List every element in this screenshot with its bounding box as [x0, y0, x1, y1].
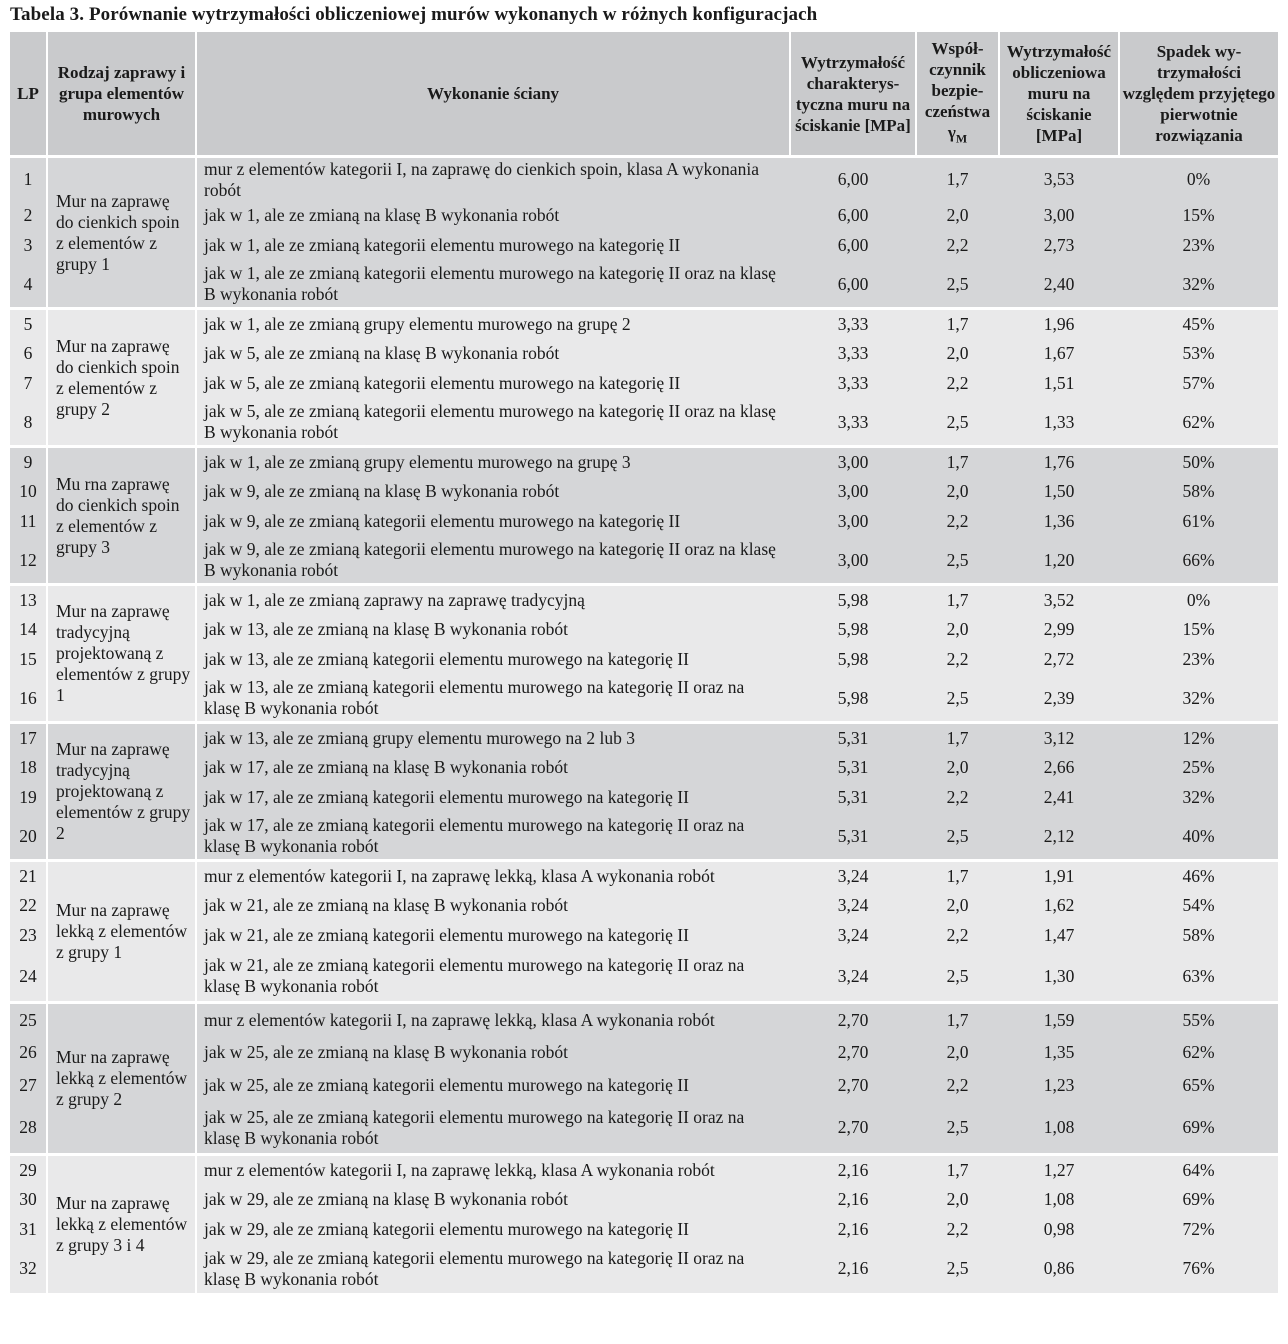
cell-group-label: Mur na zaprawę tradycyjną projektowaną z elementów z grupy 1: [47, 585, 196, 723]
cell-lp: 20: [10, 813, 47, 861]
cell-characteristic-strength: 2,16: [790, 1185, 916, 1215]
cell-description: jak w 29, ale ze zmianą kategorii elementu murowego na kategorię II: [196, 1215, 790, 1245]
cell-design-strength: 1,47: [999, 921, 1119, 951]
cell-lp: 23: [10, 921, 47, 951]
cell-lp: 27: [10, 1069, 47, 1102]
table-caption: Tabela 3. Porównanie wytrzymałości obliczeniowej murów wykonanych w różnych konfiguracjach: [10, 4, 818, 25]
cell-design-strength: 2,39: [999, 675, 1119, 723]
row-group: [10, 1155, 1278, 1293]
cell-strength-drop: 32%: [1119, 783, 1278, 813]
cell-characteristic-strength: 3,00: [790, 507, 916, 537]
cell-design-strength: 3,00: [999, 201, 1119, 231]
cell-description: jak w 1, ale ze zmianą kategorii elementu murowego na kategorię II oraz na klasę B wykonania robót: [196, 261, 790, 309]
cell-design-strength: 1,35: [999, 1036, 1119, 1069]
cell-strength-drop: 63%: [1119, 951, 1278, 1003]
cell-design-strength: 1,08: [999, 1185, 1119, 1215]
cell-safety-factor: 1,7: [916, 157, 999, 201]
cell-characteristic-strength: 5,98: [790, 645, 916, 675]
table-row: [10, 1102, 1278, 1155]
cell-strength-drop: 0%: [1119, 157, 1278, 201]
table-row: [10, 951, 1278, 1003]
cell-description: jak w 17, ale ze zmianą kategorii elementu murowego na kategorię II oraz na klasę B wykonania robót: [196, 813, 790, 861]
cell-lp: 22: [10, 891, 47, 921]
cell-description: jak w 25, ale ze zmianą kategorii elementu murowego na kategorię II: [196, 1069, 790, 1102]
header-safety-factor-text: Współczynnik bezpieczeństwa γ: [924, 39, 991, 142]
cell-design-strength: 2,12: [999, 813, 1119, 861]
header-row: [10, 32, 1278, 157]
cell-description: jak w 25, ale ze zmianą na klasę B wykonania robót: [196, 1036, 790, 1069]
cell-strength-drop: 69%: [1119, 1102, 1278, 1155]
cell-description: jak w 1, ale ze zmianą grupy elementu murowego na grupę 2: [196, 309, 790, 339]
cell-description: jak w 21, ale ze zmianą na klasę B wykonania robót: [196, 891, 790, 921]
cell-lp: 24: [10, 951, 47, 1003]
cell-strength-drop: 15%: [1119, 201, 1278, 231]
header-safety-factor: [916, 32, 999, 157]
cell-strength-drop: 58%: [1119, 921, 1278, 951]
cell-description: jak w 13, ale ze zmianą grupy elementu murowego na 2 lub 3: [196, 723, 790, 753]
table-row: [10, 1003, 1278, 1036]
cell-strength-drop: 23%: [1119, 645, 1278, 675]
cell-characteristic-strength: 6,00: [790, 231, 916, 261]
cell-design-strength: 3,52: [999, 585, 1119, 615]
row-group: [10, 723, 1278, 861]
cell-lp: 1: [10, 157, 47, 201]
cell-strength-drop: 65%: [1119, 1069, 1278, 1102]
cell-description: jak w 9, ale ze zmianą kategorii elementu murowego na kategorię II: [196, 507, 790, 537]
cell-design-strength: 1,91: [999, 861, 1119, 891]
cell-strength-drop: 69%: [1119, 1185, 1278, 1215]
cell-lp: 5: [10, 309, 47, 339]
cell-description: jak w 17, ale ze zmianą kategorii elementu murowego na kategorię II: [196, 783, 790, 813]
cell-lp: 28: [10, 1102, 47, 1155]
cell-description: jak w 9, ale ze zmianą na klasę B wykonania robót: [196, 477, 790, 507]
cell-lp: 2: [10, 201, 47, 231]
cell-lp: 21: [10, 861, 47, 891]
table-row: [10, 1245, 1278, 1293]
cell-characteristic-strength: 3,33: [790, 369, 916, 399]
table-row: [10, 447, 1278, 477]
row-group: [10, 861, 1278, 1003]
cell-description: jak w 13, ale ze zmianą na klasę B wykonania robót: [196, 615, 790, 645]
cell-strength-drop: 12%: [1119, 723, 1278, 753]
cell-safety-factor: 1,7: [916, 723, 999, 753]
table-row: [10, 399, 1278, 447]
cell-strength-drop: 62%: [1119, 399, 1278, 447]
cell-lp: 4: [10, 261, 47, 309]
cell-strength-drop: 55%: [1119, 1003, 1278, 1036]
table-row: [10, 753, 1278, 783]
cell-strength-drop: 45%: [1119, 309, 1278, 339]
cell-safety-factor: 2,5: [916, 1245, 999, 1293]
cell-characteristic-strength: 3,00: [790, 537, 916, 585]
cell-strength-drop: 23%: [1119, 231, 1278, 261]
cell-lp: 12: [10, 537, 47, 585]
cell-design-strength: 1,08: [999, 1102, 1119, 1155]
cell-characteristic-strength: 3,24: [790, 861, 916, 891]
cell-characteristic-strength: 3,33: [790, 399, 916, 447]
cell-design-strength: 2,41: [999, 783, 1119, 813]
cell-group-label: Mur na zaprawę lekką z elementów z grupy 1: [47, 861, 196, 1003]
cell-characteristic-strength: 2,70: [790, 1003, 916, 1036]
cell-lp: 7: [10, 369, 47, 399]
cell-lp: 9: [10, 447, 47, 477]
cell-characteristic-strength: 2,70: [790, 1069, 916, 1102]
row-group: [10, 447, 1278, 585]
cell-strength-drop: 53%: [1119, 339, 1278, 369]
cell-characteristic-strength: 3,33: [790, 309, 916, 339]
cell-description: jak w 1, ale ze zmianą grupy elementu murowego na grupę 3: [196, 447, 790, 477]
row-group: [10, 157, 1278, 309]
cell-characteristic-strength: 2,70: [790, 1036, 916, 1069]
cell-strength-drop: 54%: [1119, 891, 1278, 921]
table-row: [10, 537, 1278, 585]
cell-safety-factor: 2,0: [916, 891, 999, 921]
cell-lp: 10: [10, 477, 47, 507]
cell-group-label: Mur na zaprawę tradycyjną projektowaną z elementów z grupy 2: [47, 723, 196, 861]
table-row: [10, 157, 1278, 201]
cell-safety-factor: 2,2: [916, 1215, 999, 1245]
cell-lp: 19: [10, 783, 47, 813]
cell-group-label: Mu rna zaprawę do cienkich spoin z elementów z grupy 3: [47, 447, 196, 585]
cell-lp: 31: [10, 1215, 47, 1245]
header-group: Rodzaj zaprawy i grupa elementów murowych: [47, 32, 196, 157]
cell-lp: 11: [10, 507, 47, 537]
cell-description: jak w 5, ale ze zmianą kategorii elementu murowego na kategorię II oraz na klasę B wykonania robót: [196, 399, 790, 447]
cell-characteristic-strength: 2,16: [790, 1155, 916, 1185]
cell-description: jak w 25, ale ze zmianą kategorii elementu murowego na kategorię II oraz na klasę B wykonania robót: [196, 1102, 790, 1155]
cell-design-strength: 2,99: [999, 615, 1119, 645]
cell-characteristic-strength: 2,16: [790, 1245, 916, 1293]
cell-description: jak w 9, ale ze zmianą kategorii elementu murowego na kategorię II oraz na klasę B wykonania robót: [196, 537, 790, 585]
row-group: [10, 309, 1278, 447]
cell-strength-drop: 57%: [1119, 369, 1278, 399]
cell-safety-factor: 1,7: [916, 861, 999, 891]
cell-group-label: Mur na zaprawę lekką z elementów z grupy 3 i 4: [47, 1155, 196, 1293]
cell-description: jak w 29, ale ze zmianą na klasę B wykonania robót: [196, 1185, 790, 1215]
cell-safety-factor: 1,7: [916, 309, 999, 339]
cell-strength-drop: 58%: [1119, 477, 1278, 507]
cell-design-strength: 1,33: [999, 399, 1119, 447]
table-row: [10, 201, 1278, 231]
cell-description: mur z elementów kategorii I, na zaprawę lekką, klasa A wykonania robót: [196, 1155, 790, 1185]
cell-characteristic-strength: 6,00: [790, 201, 916, 231]
table-row: [10, 507, 1278, 537]
cell-lp: 6: [10, 339, 47, 369]
cell-characteristic-strength: 6,00: [790, 157, 916, 201]
cell-lp: 26: [10, 1036, 47, 1069]
cell-characteristic-strength: 6,00: [790, 261, 916, 309]
cell-strength-drop: 32%: [1119, 675, 1278, 723]
cell-description: jak w 13, ale ze zmianą kategorii elementu murowego na kategorię II oraz na klasę B wykonania robót: [196, 675, 790, 723]
cell-safety-factor: 2,2: [916, 369, 999, 399]
cell-safety-factor: 2,5: [916, 1102, 999, 1155]
table-row: [10, 723, 1278, 753]
cell-design-strength: 0,98: [999, 1215, 1119, 1245]
cell-design-strength: 3,12: [999, 723, 1119, 753]
cell-safety-factor: 1,7: [916, 447, 999, 477]
cell-design-strength: 0,86: [999, 1245, 1119, 1293]
header-design-strength: Wytrzymałość obliczeniowa muru na ściskanie [MPa]: [999, 32, 1119, 157]
comparison-table: [10, 32, 1278, 1293]
cell-strength-drop: 15%: [1119, 615, 1278, 645]
cell-lp: 8: [10, 399, 47, 447]
cell-design-strength: 2,72: [999, 645, 1119, 675]
cell-safety-factor: 2,2: [916, 1069, 999, 1102]
cell-group-label: Mur na zaprawę do cienkich spoin z elementów z grupy 1: [47, 157, 196, 309]
cell-strength-drop: 72%: [1119, 1215, 1278, 1245]
table-row: [10, 339, 1278, 369]
cell-strength-drop: 25%: [1119, 753, 1278, 783]
cell-design-strength: 1,50: [999, 477, 1119, 507]
table-row: [10, 1185, 1278, 1215]
cell-description: jak w 5, ale ze zmianą kategorii elementu murowego na kategorię II: [196, 369, 790, 399]
cell-safety-factor: 2,5: [916, 261, 999, 309]
cell-design-strength: 1,59: [999, 1003, 1119, 1036]
cell-description: jak w 1, ale ze zmianą kategorii elementu murowego na kategorię II: [196, 231, 790, 261]
cell-description: jak w 21, ale ze zmianą kategorii elementu murowego na kategorię II: [196, 921, 790, 951]
cell-characteristic-strength: 5,31: [790, 753, 916, 783]
cell-description: jak w 13, ale ze zmianą kategorii elementu murowego na kategorię II: [196, 645, 790, 675]
cell-design-strength: 1,51: [999, 369, 1119, 399]
cell-safety-factor: 1,7: [916, 585, 999, 615]
table-row: [10, 1215, 1278, 1245]
cell-design-strength: 1,76: [999, 447, 1119, 477]
cell-lp: 16: [10, 675, 47, 723]
table-row: [10, 783, 1278, 813]
cell-description: jak w 29, ale ze zmianą kategorii elementu murowego na kategorię II oraz na klasę B wykonania robót: [196, 1245, 790, 1293]
cell-characteristic-strength: 3,00: [790, 447, 916, 477]
table-row: [10, 891, 1278, 921]
cell-description: mur z elementów kategorii I, na zaprawę do cienkich spoin, klasa A wykonania robót: [196, 157, 790, 201]
cell-characteristic-strength: 3,33: [790, 339, 916, 369]
cell-lp: 29: [10, 1155, 47, 1185]
cell-design-strength: 1,96: [999, 309, 1119, 339]
cell-characteristic-strength: 3,00: [790, 477, 916, 507]
cell-characteristic-strength: 2,16: [790, 1215, 916, 1245]
cell-lp: 32: [10, 1245, 47, 1293]
cell-characteristic-strength: 5,98: [790, 675, 916, 723]
cell-design-strength: 1,30: [999, 951, 1119, 1003]
table-row: [10, 1069, 1278, 1102]
cell-lp: 14: [10, 615, 47, 645]
cell-description: jak w 1, ale ze zmianą zaprawy na zaprawę tradycyjną: [196, 585, 790, 615]
header-safety-factor-subscript: M: [955, 131, 968, 146]
cell-lp: 25: [10, 1003, 47, 1036]
cell-design-strength: 1,36: [999, 507, 1119, 537]
cell-design-strength: 1,67: [999, 339, 1119, 369]
header-characteristic-strength: Wytrzymałość charakterystyczna muru na ściskanie [MPa]: [790, 32, 916, 157]
cell-characteristic-strength: 5,98: [790, 585, 916, 615]
cell-safety-factor: 2,0: [916, 1185, 999, 1215]
table-row: [10, 645, 1278, 675]
cell-safety-factor: 2,0: [916, 477, 999, 507]
table-row: [10, 615, 1278, 645]
cell-safety-factor: 1,7: [916, 1003, 999, 1036]
cell-safety-factor: 2,5: [916, 951, 999, 1003]
cell-safety-factor: 2,0: [916, 753, 999, 783]
cell-safety-factor: 2,2: [916, 783, 999, 813]
table-row: [10, 477, 1278, 507]
cell-safety-factor: 2,0: [916, 615, 999, 645]
header-lp: LP: [10, 32, 47, 157]
cell-design-strength: 2,73: [999, 231, 1119, 261]
cell-characteristic-strength: 5,31: [790, 813, 916, 861]
cell-safety-factor: 2,5: [916, 537, 999, 585]
cell-safety-factor: 2,5: [916, 813, 999, 861]
cell-safety-factor: 2,5: [916, 675, 999, 723]
cell-strength-drop: 66%: [1119, 537, 1278, 585]
header-description: Wykonanie ściany: [196, 32, 790, 157]
cell-group-label: Mur na zaprawę do cienkich spoin z elementów z grupy 2: [47, 309, 196, 447]
cell-safety-factor: 2,2: [916, 507, 999, 537]
cell-strength-drop: 40%: [1119, 813, 1278, 861]
cell-characteristic-strength: 3,24: [790, 951, 916, 1003]
cell-characteristic-strength: 5,98: [790, 615, 916, 645]
cell-description: jak w 5, ale ze zmianą na klasę B wykonania robót: [196, 339, 790, 369]
cell-strength-drop: 50%: [1119, 447, 1278, 477]
cell-safety-factor: 2,0: [916, 1036, 999, 1069]
table-row: [10, 585, 1278, 615]
cell-characteristic-strength: 5,31: [790, 723, 916, 753]
cell-safety-factor: 2,2: [916, 921, 999, 951]
cell-lp: 17: [10, 723, 47, 753]
table-row: [10, 1036, 1278, 1069]
table-row: [10, 231, 1278, 261]
cell-description: jak w 17, ale ze zmianą na klasę B wykonania robót: [196, 753, 790, 783]
cell-strength-drop: 32%: [1119, 261, 1278, 309]
cell-lp: 15: [10, 645, 47, 675]
cell-safety-factor: 2,2: [916, 645, 999, 675]
cell-strength-drop: 0%: [1119, 585, 1278, 615]
cell-characteristic-strength: 5,31: [790, 783, 916, 813]
cell-description: jak w 1, ale ze zmianą na klasę B wykonania robót: [196, 201, 790, 231]
cell-strength-drop: 46%: [1119, 861, 1278, 891]
cell-description: jak w 21, ale ze zmianą kategorii elementu murowego na kategorię II oraz na klasę B wykonania robót: [196, 951, 790, 1003]
cell-description: mur z elementów kategorii I, na zaprawę lekką, klasa A wykonania robót: [196, 1003, 790, 1036]
table-row: [10, 1155, 1278, 1185]
table-row: [10, 813, 1278, 861]
row-group: [10, 1003, 1278, 1155]
cell-safety-factor: 2,0: [916, 339, 999, 369]
cell-safety-factor: 2,5: [916, 399, 999, 447]
cell-lp: 13: [10, 585, 47, 615]
cell-characteristic-strength: 2,70: [790, 1102, 916, 1155]
cell-group-label: Mur na zaprawę lekką z elementów z grupy 2: [47, 1003, 196, 1155]
table-row: [10, 921, 1278, 951]
cell-safety-factor: 2,0: [916, 201, 999, 231]
cell-description: mur z elementów kategorii I, na zaprawę lekką, klasa A wykonania robót: [196, 861, 790, 891]
cell-strength-drop: 62%: [1119, 1036, 1278, 1069]
table-row: [10, 261, 1278, 309]
cell-characteristic-strength: 3,24: [790, 891, 916, 921]
cell-strength-drop: 61%: [1119, 507, 1278, 537]
header-strength-drop: Spadek wytrzymałości względem przyjętego pierwotnie rozwiązania: [1119, 32, 1278, 157]
cell-design-strength: 1,27: [999, 1155, 1119, 1185]
table-row: [10, 861, 1278, 891]
cell-strength-drop: 76%: [1119, 1245, 1278, 1293]
cell-lp: 30: [10, 1185, 47, 1215]
cell-design-strength: 2,40: [999, 261, 1119, 309]
cell-safety-factor: 2,2: [916, 231, 999, 261]
cell-design-strength: 1,20: [999, 537, 1119, 585]
cell-lp: 3: [10, 231, 47, 261]
table-row: [10, 369, 1278, 399]
cell-strength-drop: 64%: [1119, 1155, 1278, 1185]
cell-design-strength: 1,62: [999, 891, 1119, 921]
cell-design-strength: 1,23: [999, 1069, 1119, 1102]
cell-characteristic-strength: 3,24: [790, 921, 916, 951]
table-row: [10, 309, 1278, 339]
cell-design-strength: 3,53: [999, 157, 1119, 201]
cell-lp: 18: [10, 753, 47, 783]
cell-safety-factor: 1,7: [916, 1155, 999, 1185]
row-group: [10, 585, 1278, 723]
table-row: [10, 675, 1278, 723]
cell-design-strength: 2,66: [999, 753, 1119, 783]
